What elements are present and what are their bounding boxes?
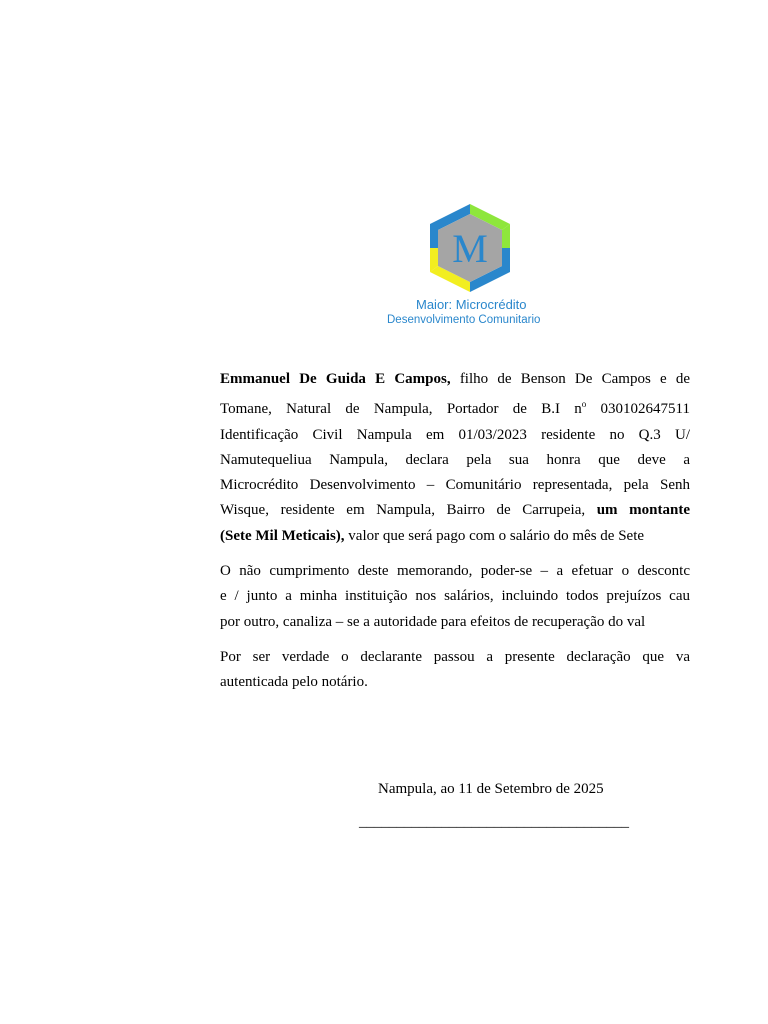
text-line: (Sete Mil Meticais), valor que será pago com o salário do mês de Sete [220,527,645,544]
text-line: O não cumprimento deste memorando, poder-se – a efetuar o descontc [220,563,690,580]
text-line: Microcrédito Desenvolvimento – Comunitário representada, pela Senh [220,477,690,494]
company-logo [386,200,556,330]
text-line: Namutequeliua Nampula, declara pela sua honra que deve a [220,451,690,468]
declarant-name: Emmanuel De Guida E Campos, [220,371,451,387]
signature-line: ____________________________________ [359,814,629,830]
paragraph-3 [220,645,690,696]
place-date: Nampula, ao 11 de Setembro de 2025 [378,781,604,797]
svg-text:M: M [452,226,488,271]
paragraph-2 [220,559,690,635]
paragraph-1 [220,367,691,549]
logo-title: Maior: Microcrédito [416,297,527,312]
text-line: Por ser verdade o declarante passou a presente declaração que va [220,648,690,665]
amount-text: (Sete Mil Meticais), [220,527,345,544]
text-line: autenticada pelo notário. [220,674,368,691]
text-line: Identificação Civil Nampula em 01/03/2023 residente no Q.3 U/ [220,426,690,443]
text-line: e / junto a minha instituição nos salários, incluindo todos prejuízos cau [220,588,690,605]
text-line: Tomane, Natural de Nampula, Portador de B.I $n^o$ 030102647511 [220,399,690,418]
logo-subtitle: Desenvolvimento Comunitario [387,314,541,326]
text-line: por outro, canaliza – se a autoridade para efeitos de recuperação do val [220,613,646,630]
text-line: Wisque, residente em Nampula, Bairro de Carrupeia, um montante [220,502,690,519]
declaration-body [220,367,691,696]
text-line: Emmanuel De Guida E Campos, filho de Benson De Campos e de [220,371,691,387]
hexagon-m-logo-icon [422,200,522,294]
